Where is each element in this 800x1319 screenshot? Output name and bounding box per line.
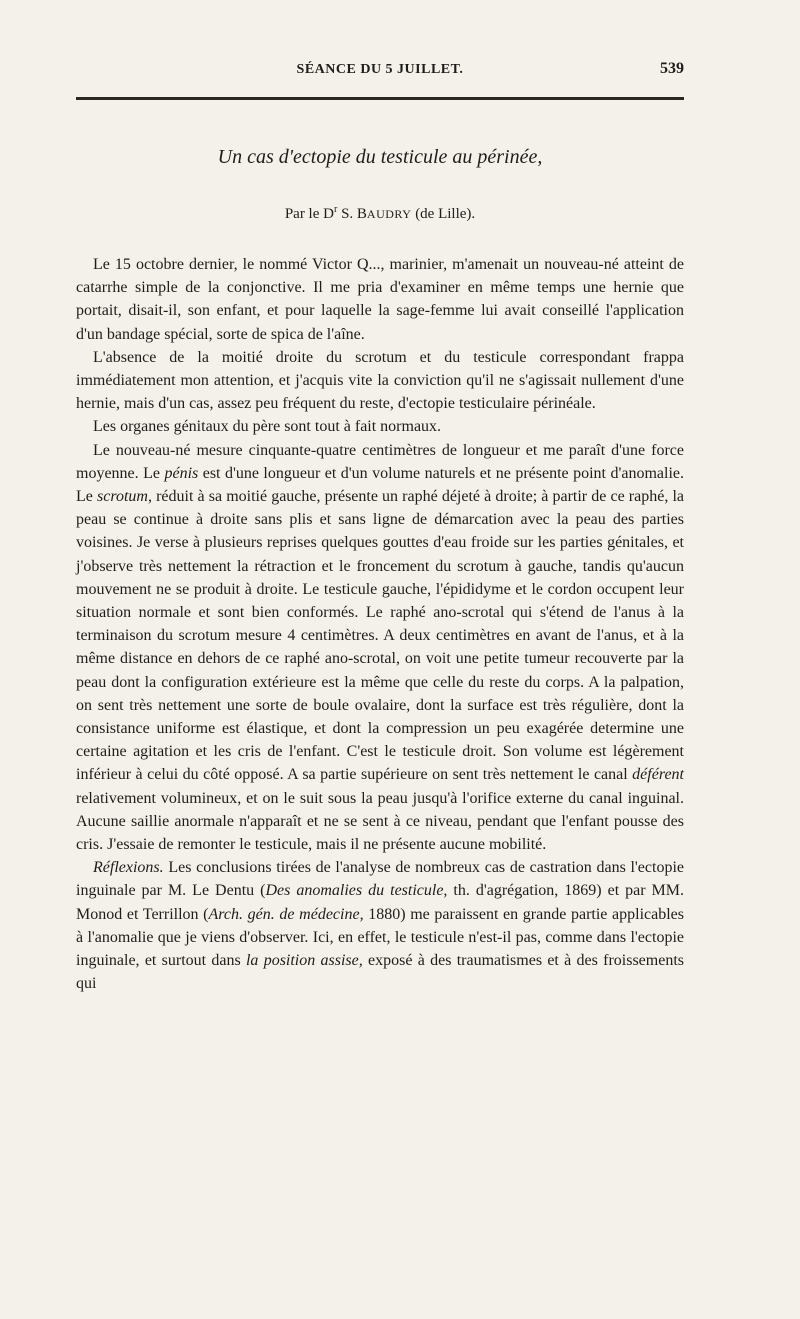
byline-place: (de Lille).: [415, 206, 476, 222]
text-run: th. d'agrégation, 1869) et par MM. Monod et Terrillon (: [76, 882, 685, 923]
italic-heading: Réflexions.: [93, 859, 164, 877]
byline-sup: r: [333, 204, 338, 215]
running-header: [76, 62, 684, 84]
byline-prefix: Par le D: [284, 206, 334, 222]
article-body: [76, 253, 684, 996]
text-run: 1880) me paraissent en grande partie applicables à l'anomalie que je viens d'observer. Ici, en effet, le testicule n'est-il pas, comme dans l'ectopie inguinale, et surtout dans: [76, 905, 685, 970]
italic-phrase: la position assise,: [245, 952, 363, 970]
italic-citation: Des anomalies du testicule,: [265, 882, 448, 900]
text-run: est d'une longueur et d'un volume naturels et ne présente point d'anomalie. Le: [76, 464, 684, 506]
page-number: 539: [660, 60, 684, 77]
paragraph: Les organes génitaux du père sont tout à fait normaux.: [93, 418, 442, 436]
paragraph: L'absence de la moitié droite du scrotum et du testicule correspondant frappa immédiatement mon attention, et j'acquis vite la conviction qu'il ne s'agissait nullement d'une hernie, mais d'un cas, assez peu fréquent du reste, d'ectopie testiculaire périnéale.: [76, 348, 684, 413]
header-rule: [76, 97, 684, 100]
text-run: relativement volumineux, et on le suit sous la peau jusqu'à l'orifice externe du canal inguinal. Aucune saillie anormale n'apparaît et ne se sent à ce niveau, pendant que l'enfant pousse des cris. J'essaie de remonter le testicule, mais il ne présente aucune mobilité.: [76, 789, 684, 854]
paragraph: [76, 439, 684, 857]
italic-term: pénis: [164, 464, 199, 482]
text-run: Les conclusions tirées de l'analyse de nombreux cas de castration dans l'ectopie inguinale par M. Le Dentu (: [76, 859, 684, 900]
byline-name: AUDRY: [366, 207, 412, 221]
paragraph: [76, 856, 684, 995]
byline: [0, 204, 760, 223]
running-title: SÉANCE DU 5 JUILLET.: [296, 62, 464, 77]
paragraph: Le 15 octobre dernier, le nommé Victor Q..., marinier, m'amenait un nouveau-né atteint de catarrhe simple de la conjonctive. Il me pria d'examiner en même temps une hernie que portait, disait-il, son enfant, et pour laquelle la sage-femme lui avait conseillé l'application d'un bandage spécial, sorte de spica de l'aîne.: [76, 256, 684, 343]
italic-term: scrotum: [97, 488, 148, 506]
byline-initial: S. B: [341, 206, 367, 222]
article-title: Un cas d'ectopie du testicule au périnée,: [217, 146, 543, 168]
italic-term: déférent: [632, 766, 684, 784]
text-run: exposé à des traumatismes et à des froissements qui: [76, 952, 685, 993]
text-run: , réduit à sa moitié gauche, présente un raphé déjeté à droite; à partir de ce raphé, la peau se continue à droite sans plis et sans ligne de démarcation avec la peau des parties voisines. Je verse à plusieurs reprises quelques gouttes d'eau froide sur les parties génitales, et j'observe très nettement la rétraction et le froncement du scrotum à gauche, tandis qu'aucun mouvement ne se produit à droite. Le testicule gauche, l'épididyme et le cordon occupent leur situation normale et sont bien conformés. Le raphé ano-scrotal qui s'étend de l'anus à la terminaison du scrotum mesure 4 centimètres. A deux centimètres en avant de l'anus, et à la même distance en dehors de ce raphé ano-scrotal, on voit une petite tumeur recouverte par la peau dont la configuration extérieure est la même que celle du reste du corps. A la palpation, on sent très nettement une sorte de boule ovalaire, dont la surface est très régulière, dont la consistance uniforme est élastique, et dont la compression un peu exagérée determine une certaine agitation et les cris de l'enfant. C'est le testicule droit. Son volume est légèrement inférieur à celui du côté opposé. A sa partie supérieure on sent très nettement le canal: [76, 488, 685, 784]
italic-citation: Arch. gén. de médecine,: [208, 905, 364, 923]
text-run: Le nouveau-né mesure cinquante-quatre centimètres de longueur et me paraît d'une force moyenne. Le: [76, 441, 684, 482]
